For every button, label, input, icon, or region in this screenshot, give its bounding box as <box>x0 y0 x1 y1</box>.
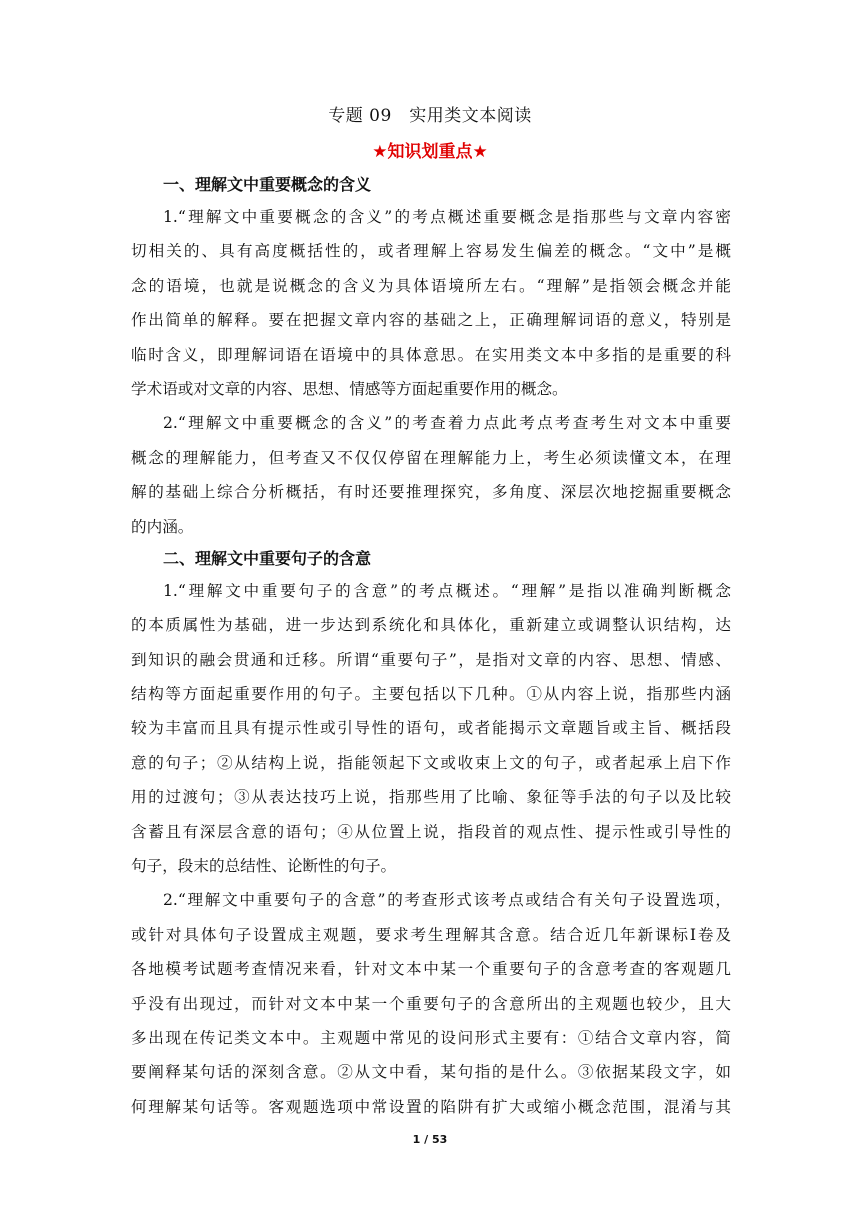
paragraph-line: 1.“理解文中重要概念的含义”的考点概述重要概念是指那些与文章内容密 <box>163 208 731 226</box>
paragraph <box>131 406 731 544</box>
paragraph-line: 到知识的融会贯通和迁移。所谓“重要句子”，是指对文章的内容、思想、情感、 <box>131 650 731 669</box>
paragraph-line: 何理解某句话等。客观题选项中常设置的陷阱有扩大或缩小概念范围，混淆与其 <box>131 1097 731 1116</box>
paragraph-line: 解的基础上综合分析概括，有时还要推理探究，多角度、深层次地挖掘重要概念 <box>131 483 731 502</box>
document-title: 专题 09 实用类文本阅读 <box>328 106 532 126</box>
paragraph-line: 念的语境，也就是说概念的含义为具体语境所左右。“理解”是指领会概念并能 <box>131 276 731 295</box>
paragraph-line: 或针对具体句子设置成主观题，要求考生理解其含意。结合近几年新课标Ⅰ卷及 <box>131 925 731 944</box>
paragraph-line: 要阐释某句话的深刻含意。②从文中看，某句指的是什么。③依据某段文字，如 <box>131 1063 731 1082</box>
paragraph-line: 的内涵。 <box>131 517 194 536</box>
paragraph-line: 乎没有出现过，而针对文本中某一个重要句子的含意所出的主观题也较少，且大 <box>131 994 731 1013</box>
paragraph-line: 句子，段末的总结性、论断性的句子。 <box>131 857 397 876</box>
paragraph-line: 意的句子；②从结构上说，指能领起下文或收束上文的句子，或者起承上启下作 <box>131 753 731 772</box>
paragraph-line: 多出现在传记类文本中。主观题中常见的设问形式主要有：①结合文章内容，简 <box>131 1028 731 1047</box>
paragraph-line: 较为丰富而且具有提示性或引导性的语句，或者能揭示文章题旨或主旨、概括段 <box>131 719 731 738</box>
paragraph-line: 2.“理解文中重要概念的含义”的考查着力点此考点考查考生对文本中重要 <box>163 414 731 433</box>
paragraph-line: 用的过渡句；③从表达技巧上说，指那些用了比喻、象征等手法的句子以及比较 <box>131 788 731 807</box>
section-banner: ★知识划重点★ <box>372 142 488 162</box>
paragraph <box>131 574 731 884</box>
paragraph-line: 概念的理解能力，但考查又不仅仅停留在理解能力上，考生必须读懂文本，在理 <box>131 448 731 467</box>
paragraph-line: 各地模考试题考查情况来看，针对文本中某一个重要句子的含意考查的客观题几 <box>131 960 731 979</box>
paragraph-line: 的本质属性为基础，进一步达到系统化和具体化，重新建立或调整认识结构，达 <box>131 616 731 635</box>
paragraph-line: 含蓄且有深层含意的语句；④从位置上说，指段首的观点性、提示性或引导性的 <box>131 822 731 841</box>
paragraph <box>131 883 731 1124</box>
paragraph <box>131 200 731 406</box>
paragraph-line: 切相关的、具有高度概括性的，或者理解上容易发生偏差的概念。“文中”是概 <box>131 242 731 261</box>
section-heading: 一、理解文中重要概念的含义 <box>163 175 372 194</box>
paragraph-line: 临时含义，即理解词语在语境中的具体意思。在实用类文本中多指的是重要的科 <box>131 345 731 364</box>
paragraph-line: 作出简单的解释。要在把握文章内容的基础之上，正确理解词语的意义，特别是 <box>131 311 731 330</box>
paragraph-line: 学术语或对文章的内容、思想、情感等方面起重要作用的概念。 <box>131 379 568 398</box>
paragraph-line: 结构等方面起重要作用的句子。主要包括以下几种。①从内容上说，指那些内涵 <box>131 685 731 704</box>
paragraph-line: 1.“理解文中重要句子的含意”的考点概述。“理解”是指以准确判断概念 <box>163 581 731 600</box>
paragraph-line: 2.“理解文中重要句子的含意”的考查形式该考点或结合有关句子设置选项， <box>163 891 731 910</box>
document-body <box>131 170 731 1124</box>
page-number: 1 / 53 <box>412 1133 448 1146</box>
section-heading: 二、理解文中重要句子的含意 <box>163 548 372 568</box>
